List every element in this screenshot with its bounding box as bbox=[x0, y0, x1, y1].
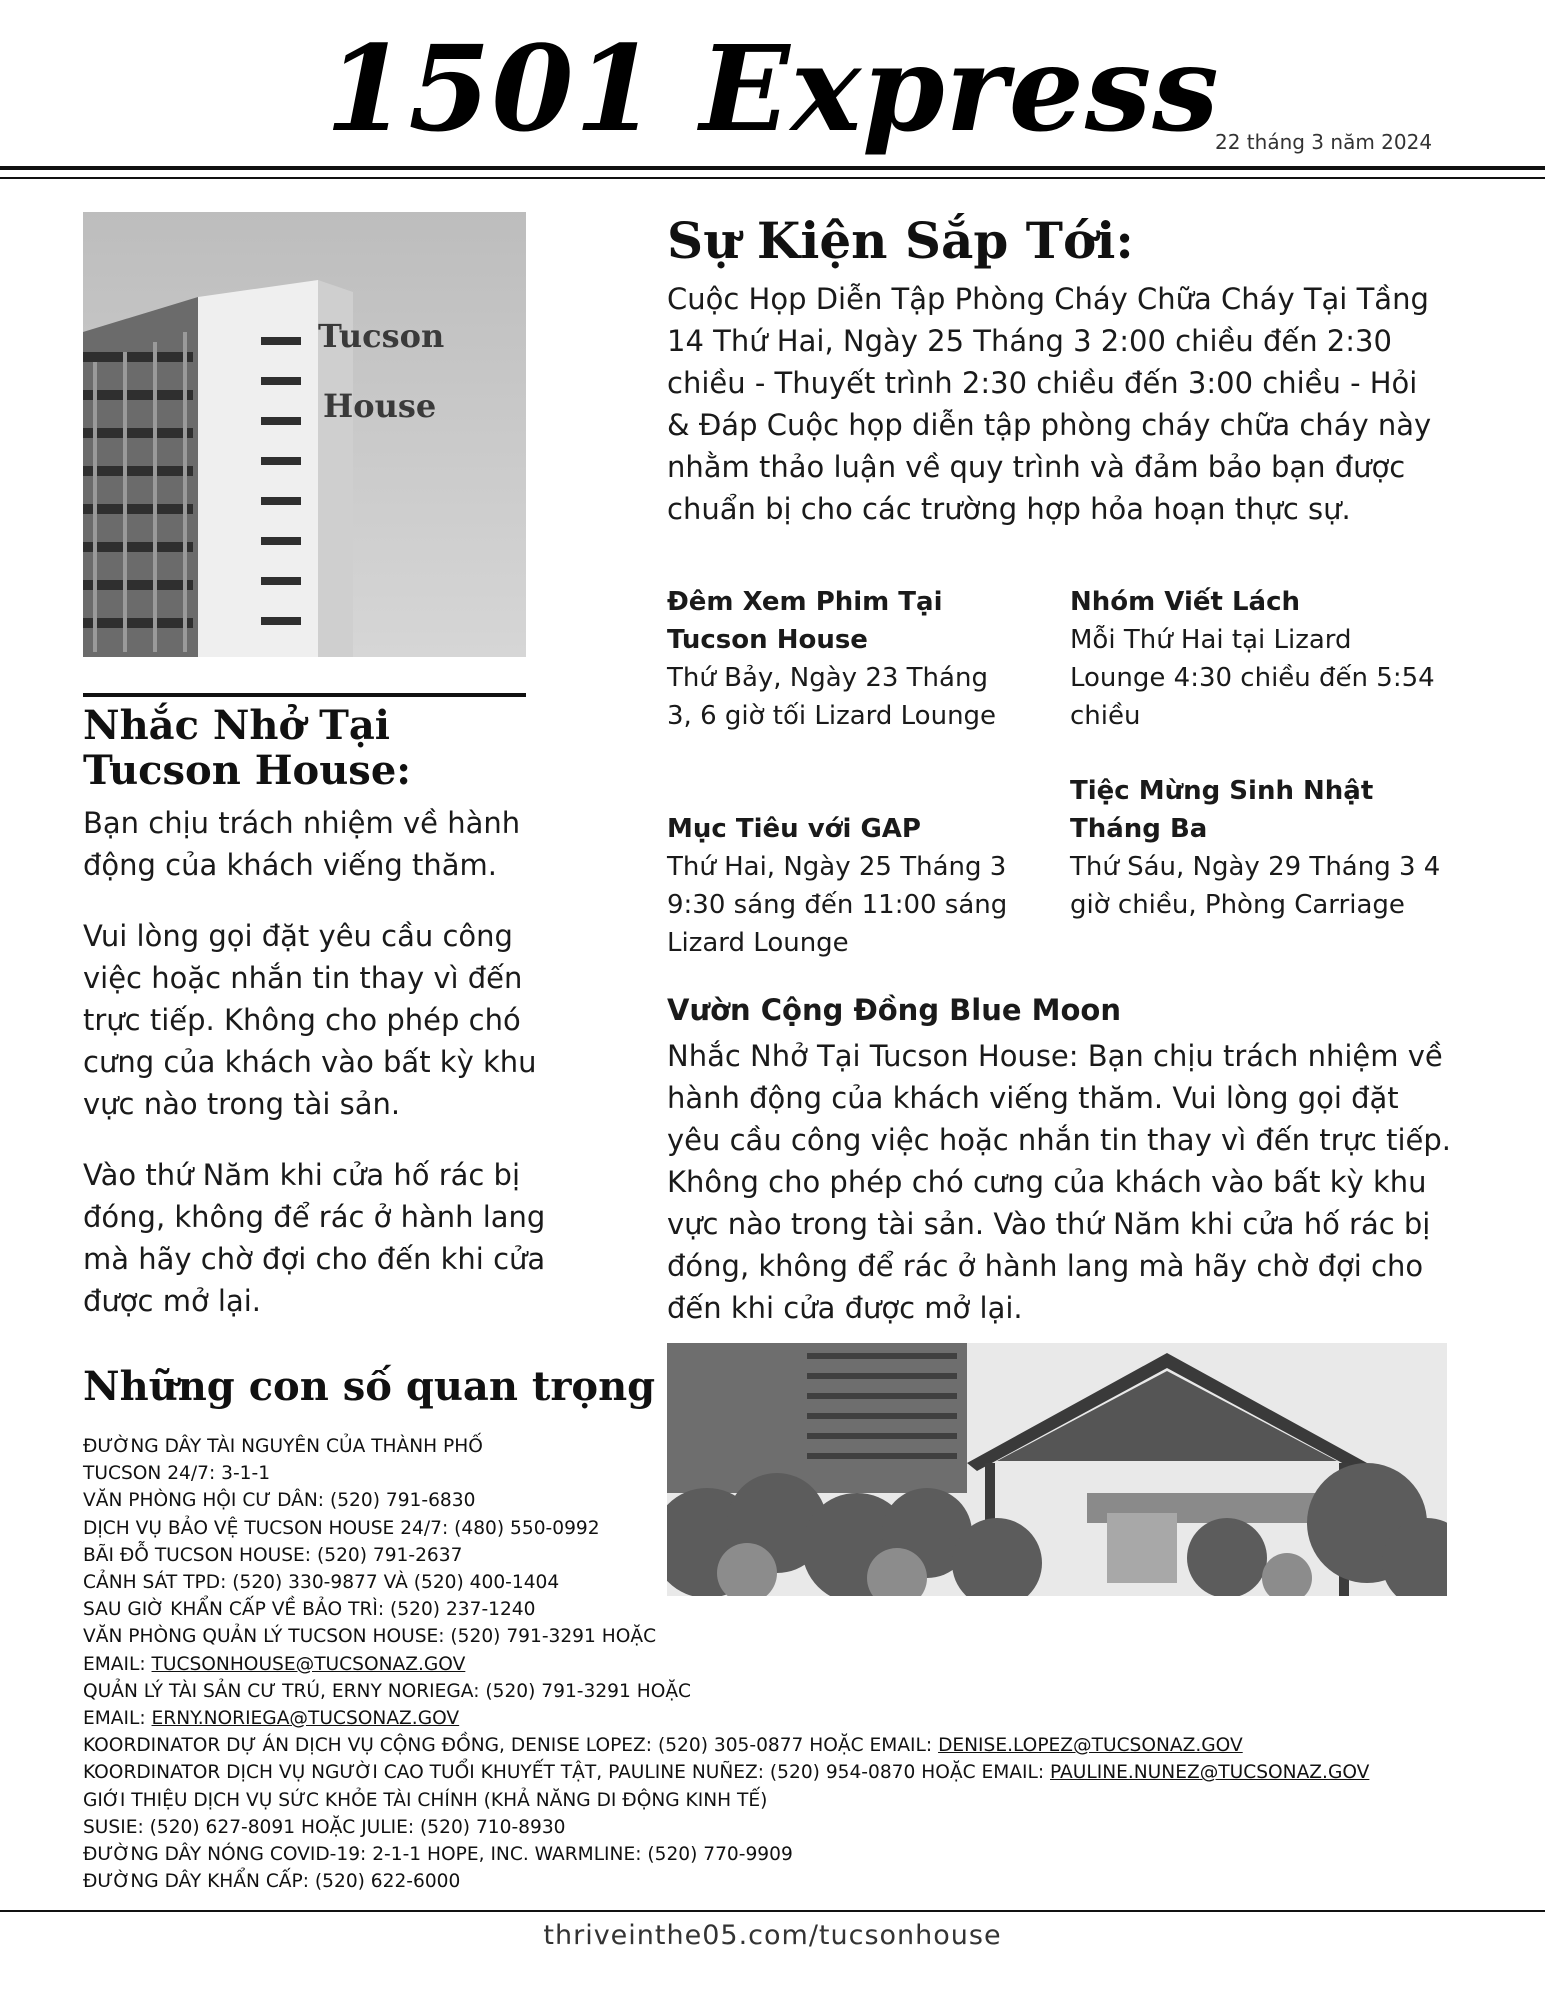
number-line: GIỚI THIỆU DỊCH VỤ SỨC KHỎE TÀI CHÍNH (KHẢ NĂNG DI ĐỘNG KINH TẾ) bbox=[83, 1789, 768, 1811]
header-rule-thin bbox=[0, 177, 1545, 179]
events-heading: Sự Kiện Sắp Tới: bbox=[667, 211, 1134, 270]
event-details: Mỗi Thứ Hai tại Lizard Lounge 4:30 chiều đến 5:54 chiều bbox=[1070, 625, 1435, 731]
numbers-heading: Những con số quan trọng bbox=[83, 1363, 656, 1410]
header-rule bbox=[0, 166, 1545, 170]
event-details: Thứ Sáu, Ngày 29 Tháng 3 4 giờ chiều, Phòng Carriage bbox=[1070, 852, 1441, 920]
email-link[interactable]: DENISE.LOPEZ@TUCSONAZ.GOV bbox=[938, 1735, 1243, 1757]
event-card bbox=[1070, 583, 1450, 735]
number-line: DỊCH VỤ BẢO VỆ TUCSON HOUSE 24/7: (480) 550-0992 bbox=[83, 1517, 600, 1539]
building-sign-line1: Tucson bbox=[318, 317, 445, 355]
reminders-body bbox=[83, 802, 563, 1322]
reminder-paragraph: Bạn chịu trách nhiệm về hành động của khách viếng thăm. bbox=[83, 806, 521, 882]
number-line: EMAIL: TUCSONHOUSE@TUCSONAZ.GOV bbox=[83, 1653, 466, 1675]
footer-rule bbox=[0, 1910, 1545, 1912]
issue-date: 22 tháng 3 năm 2024 bbox=[1215, 130, 1433, 154]
number-line: CẢNH SÁT TPD: (520) 330-9877 VÀ (520) 400-1404 bbox=[83, 1572, 560, 1594]
tucson-house-building-photo bbox=[83, 212, 526, 657]
event-details: Thứ Bảy, Ngày 23 Tháng 3, 6 giờ tối Lizard Lounge bbox=[667, 663, 997, 731]
event-title: Đêm Xem Phim Tại Tucson House bbox=[667, 587, 943, 655]
reminder-paragraph: Vào thứ Năm khi cửa hố rác bị đóng, không để rác ở hành lang mà hãy chờ đợi cho đến khi cửa được mở lại. bbox=[83, 1158, 546, 1318]
garden-body: Nhắc Nhở Tại Tucson House: Bạn chịu trách nhiệm về hành động của khách viếng thăm. Vui lòng gọi đặt yêu cầu công việc hoặc nhắn tin thay vì đến trực tiếp. Không cho phép chó cưng của khách vào bất kỳ khu vực nào trong tài sản. Vào thứ Năm khi cửa hố rác bị đóng, không để rác ở hành lang mà hãy chờ đợi cho đến khi cửa được mở lại. bbox=[667, 1039, 1451, 1325]
number-line: QUẢN LÝ TÀI SẢN CƯ TRÚ, ERNY NORIEGA: (520) 791-3291 HOẶC bbox=[83, 1680, 692, 1702]
reminders-heading: Nhắc Nhở Tại Tucson House: bbox=[83, 702, 412, 794]
garden-title: Vườn Cộng Đồng Blue Moon bbox=[667, 993, 1121, 1027]
number-line: KOORDINATOR DỰ ÁN DỊCH VỤ CỘNG ĐỒNG, DENISE LOPEZ: (520) 305-0877 HOẶC EMAIL: DENISE.LOPEZ@TUCSONAZ.GOV bbox=[83, 1735, 1243, 1757]
number-line: EMAIL: ERNY.NORIEGA@TUCSONAZ.GOV bbox=[83, 1708, 460, 1730]
number-line: KOORDINATOR DỊCH VỤ NGƯỜI CAO TUỔI KHUYẾT TẬT, PAULINE NUÑEZ: (520) 954-0870 HOẶC EMAIL: PAULINE.NUNEZ@TUCSONAZ.GOV bbox=[83, 1762, 1370, 1784]
building-sign-line2: House bbox=[323, 387, 437, 425]
email-link[interactable]: TUCSONHOUSE@TUCSONAZ.GOV bbox=[151, 1653, 466, 1675]
number-line: SAU GIỜ KHẨN CẤP VỀ BẢO TRÌ: (520) 237-1240 bbox=[83, 1599, 536, 1621]
event-card bbox=[1070, 772, 1450, 924]
number-line: TUCSON 24/7: 3-1-1 bbox=[83, 1463, 271, 1485]
number-line: VĂN PHÒNG HỘI CƯ DÂN: (520) 791-6830 bbox=[83, 1490, 476, 1512]
number-line: BÃI ĐỖ TUCSON HOUSE: (520) 791-2637 bbox=[83, 1544, 463, 1566]
event-title: Tiệc Mừng Sinh Nhật Tháng Ba bbox=[1070, 776, 1374, 844]
event-details: Thứ Hai, Ngày 25 Tháng 3 9:30 sáng đến 11:00 sáng Lizard Lounge bbox=[667, 852, 1008, 958]
section-divider bbox=[83, 693, 526, 697]
email-link[interactable]: PAULINE.NUNEZ@TUCSONAZ.GOV bbox=[1050, 1762, 1370, 1784]
numbers-list bbox=[83, 1433, 1483, 1895]
event-title: Mục Tiêu với GAP bbox=[667, 814, 921, 844]
number-line: SUSIE: (520) 627-8091 HOẶC JULIE: (520) 710-8930 bbox=[83, 1816, 566, 1838]
event-card bbox=[667, 810, 1017, 962]
number-line: ĐƯỜNG DÂY KHẨN CẤP: (520) 622-6000 bbox=[83, 1871, 461, 1893]
event-title: Nhóm Viết Lách bbox=[1070, 587, 1301, 617]
reminder-paragraph: Vui lòng gọi đặt yêu cầu công việc hoặc nhắn tin thay vì đến trực tiếp. Không cho phép chó cưng của khách vào bất kỳ khu vực nào trong tài sản. bbox=[83, 919, 537, 1121]
events-intro: Cuộc Họp Diễn Tập Phòng Cháy Chữa Cháy Tại Tầng 14 Thứ Hai, Ngày 25 Tháng 3 2:00 chiều đến 2:30 chiều - Thuyết trình 2:30 chiều đến 3:00 chiều - Hỏi & Đáp Cuộc họp diễn tập phòng cháy chữa cháy này nhằm thảo luận về quy trình và đảm bảo bạn được chuẩn bị cho các trường hợp hỏa hoạn thực sự. bbox=[667, 282, 1432, 526]
number-line: VĂN PHÒNG QUẢN LÝ TUCSON HOUSE: (520) 791-3291 HOẶC bbox=[83, 1626, 657, 1648]
footer-url[interactable]: thriveinthe05.com/tucsonhouse bbox=[543, 1920, 1002, 1951]
event-card bbox=[667, 583, 1017, 735]
number-line: ĐƯỜNG DÂY NÓNG COVID-19: 2-1-1 HOPE, INC. WARMLINE: (520) 770-9909 bbox=[83, 1844, 793, 1866]
newsletter-title: 1501 Express bbox=[325, 19, 1220, 158]
number-line: ĐƯỜNG DÂY TÀI NGUYÊN CỦA THÀNH PHỐ bbox=[83, 1436, 483, 1457]
email-link[interactable]: ERNY.NORIEGA@TUCSONAZ.GOV bbox=[151, 1708, 460, 1730]
